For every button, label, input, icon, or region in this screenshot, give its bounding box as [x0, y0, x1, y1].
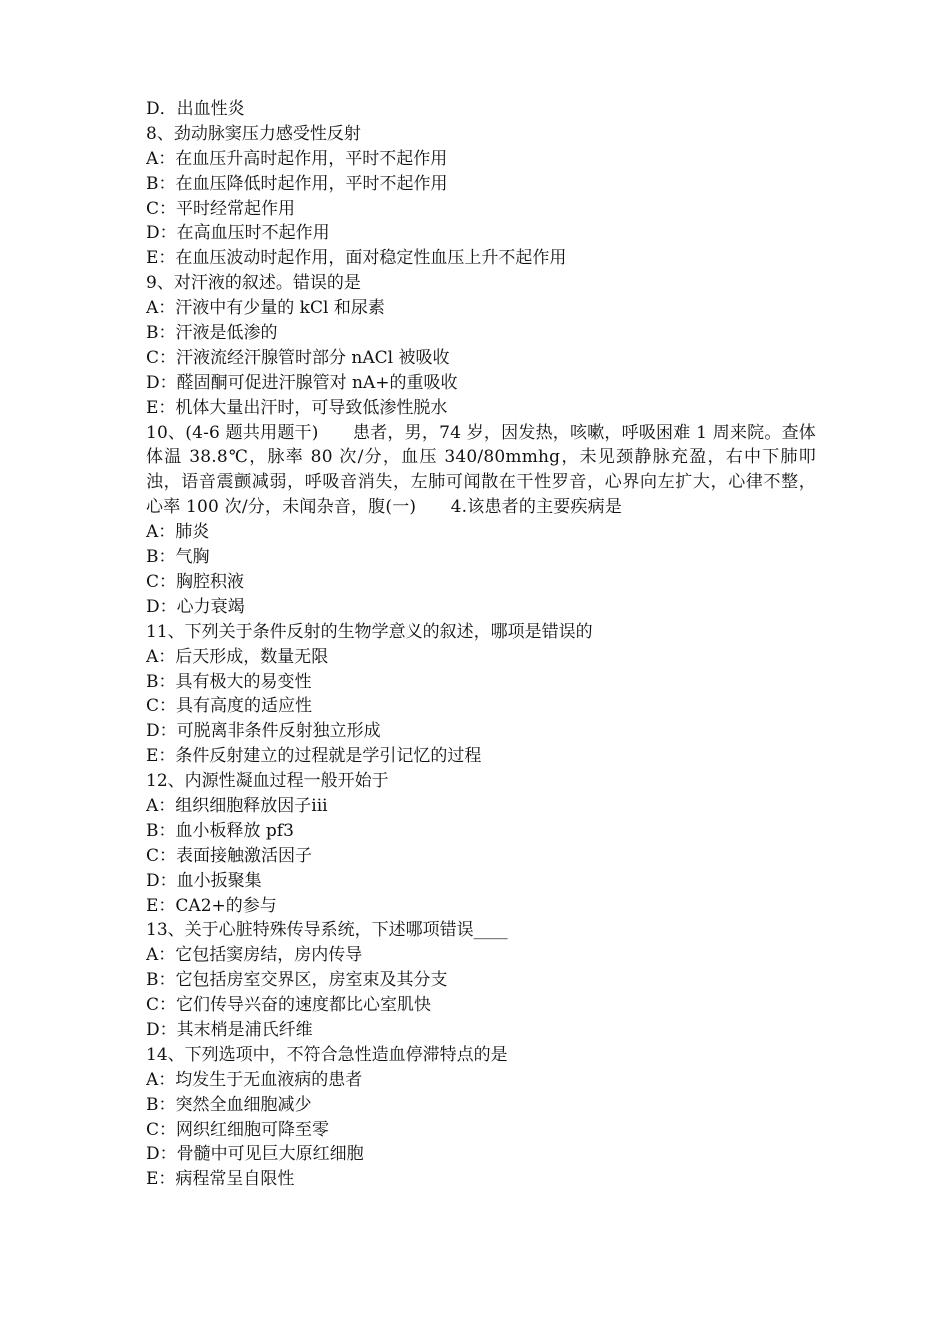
text-line: C：它们传导兴奋的速度都比心室肌快 — [146, 995, 432, 1016]
lines-bottom — [146, 520, 816, 1192]
text-line: D：在高血压时不起作用 — [146, 223, 330, 244]
text-line: A：在血压升高时起作用，平时不起作用 — [146, 148, 448, 169]
text-line: E：CA2+的参与 — [146, 895, 277, 916]
text-line: A：组织细胞释放因子iii — [146, 796, 328, 816]
text-line: A：它包括窦房结，房内传导 — [146, 945, 363, 966]
text-line: D：醛固酮可促进汗腺管对 nA+的重吸收 — [146, 372, 458, 393]
text-line: B：汗液是低渗的 — [146, 323, 278, 344]
text-line: C：具有高度的适应性 — [146, 696, 313, 717]
text-line: C：汗液流经汗腺管时部分 nACl 被吸收 — [146, 347, 450, 368]
text-line: C：网织红细胞可降至零 — [146, 1119, 330, 1140]
question-10-stem: 10、(4-6 题共用题干) 患者，男，74 岁，因发热，咳嗽，呼吸困难 1 周来院。查体体温 38.8℃，脉率 80 次/分，血压 340/80mmhg，未见颈静脉充盈，右中下肺叩浊，语音震颤减弱，呼吸音消失，左肺可闻散在干性罗音，心界向左扩大，心律不整，心率 100 次/分，未闻杂音，腹(一) 4.该患者的主要疾病是 — [146, 422, 816, 518]
lines-top — [146, 97, 816, 421]
question-14-stem: 14、下列选项中，不符合急性造血停滞特点的是 — [146, 1044, 508, 1065]
text-line: D：可脱离非条件反射独立形成 — [146, 721, 381, 742]
text-line: C：平时经常起作用 — [146, 198, 296, 219]
text-line: A：汗液中有少量的 kCl 和尿素 — [146, 298, 385, 319]
text-line: B：具有极大的易变性 — [146, 671, 312, 692]
text-line: D：心力衰竭 — [146, 596, 245, 617]
text-line: D：骨髓中可见巨大原红细胞 — [146, 1144, 364, 1165]
text-line: B：在血压降低时起作用，平时不起作用 — [146, 173, 448, 194]
text-line: D：其末梢是浦氏纤维 — [146, 1020, 313, 1041]
text-line: B：血小板释放 pf3 — [146, 820, 294, 841]
question-12-stem: 12、内源性凝血过程一般开始于 — [146, 771, 389, 792]
question-8-stem: 8、劲动脉窦压力感受性反射 — [146, 123, 361, 144]
question-11-stem: 11、下列关于条件反射的生物学意义的叙述，哪项是错误的 — [146, 621, 593, 642]
text-line: B：气胸 — [146, 547, 210, 568]
text-line: A：肺炎 — [146, 522, 210, 543]
text-line: B：突然全血细胞减少 — [146, 1094, 312, 1115]
text-line: E：机体大量出汗时，可导致低渗性脱水 — [146, 397, 448, 418]
document-body — [146, 97, 816, 1192]
text-line: E：在血压波动时起作用，面对稳定性血压上升不起作用 — [146, 248, 567, 269]
text-line: B：它包括房室交界区，房室束及其分支 — [146, 970, 448, 991]
text-line: E：病程常呈自限性 — [146, 1169, 295, 1190]
text-line: E：条件反射建立的过程就是学引记忆的过程 — [146, 746, 482, 767]
question-9-stem: 9、对汗液的叙述。错误的是 — [146, 273, 361, 294]
question-13-stem: 13、关于心脏特殊传导系统，下述哪项错误____ — [146, 920, 508, 941]
text-line: D．出血性炎 — [146, 99, 245, 119]
text-line: C：表面接触激活因子 — [146, 845, 313, 866]
text-line: A：均发生于无血液病的患者 — [146, 1069, 363, 1090]
text-line: D：血小扳聚集 — [146, 870, 262, 891]
text-line: A：后天形成，数量无限 — [146, 646, 329, 667]
text-line: C：胸腔积液 — [146, 571, 245, 592]
